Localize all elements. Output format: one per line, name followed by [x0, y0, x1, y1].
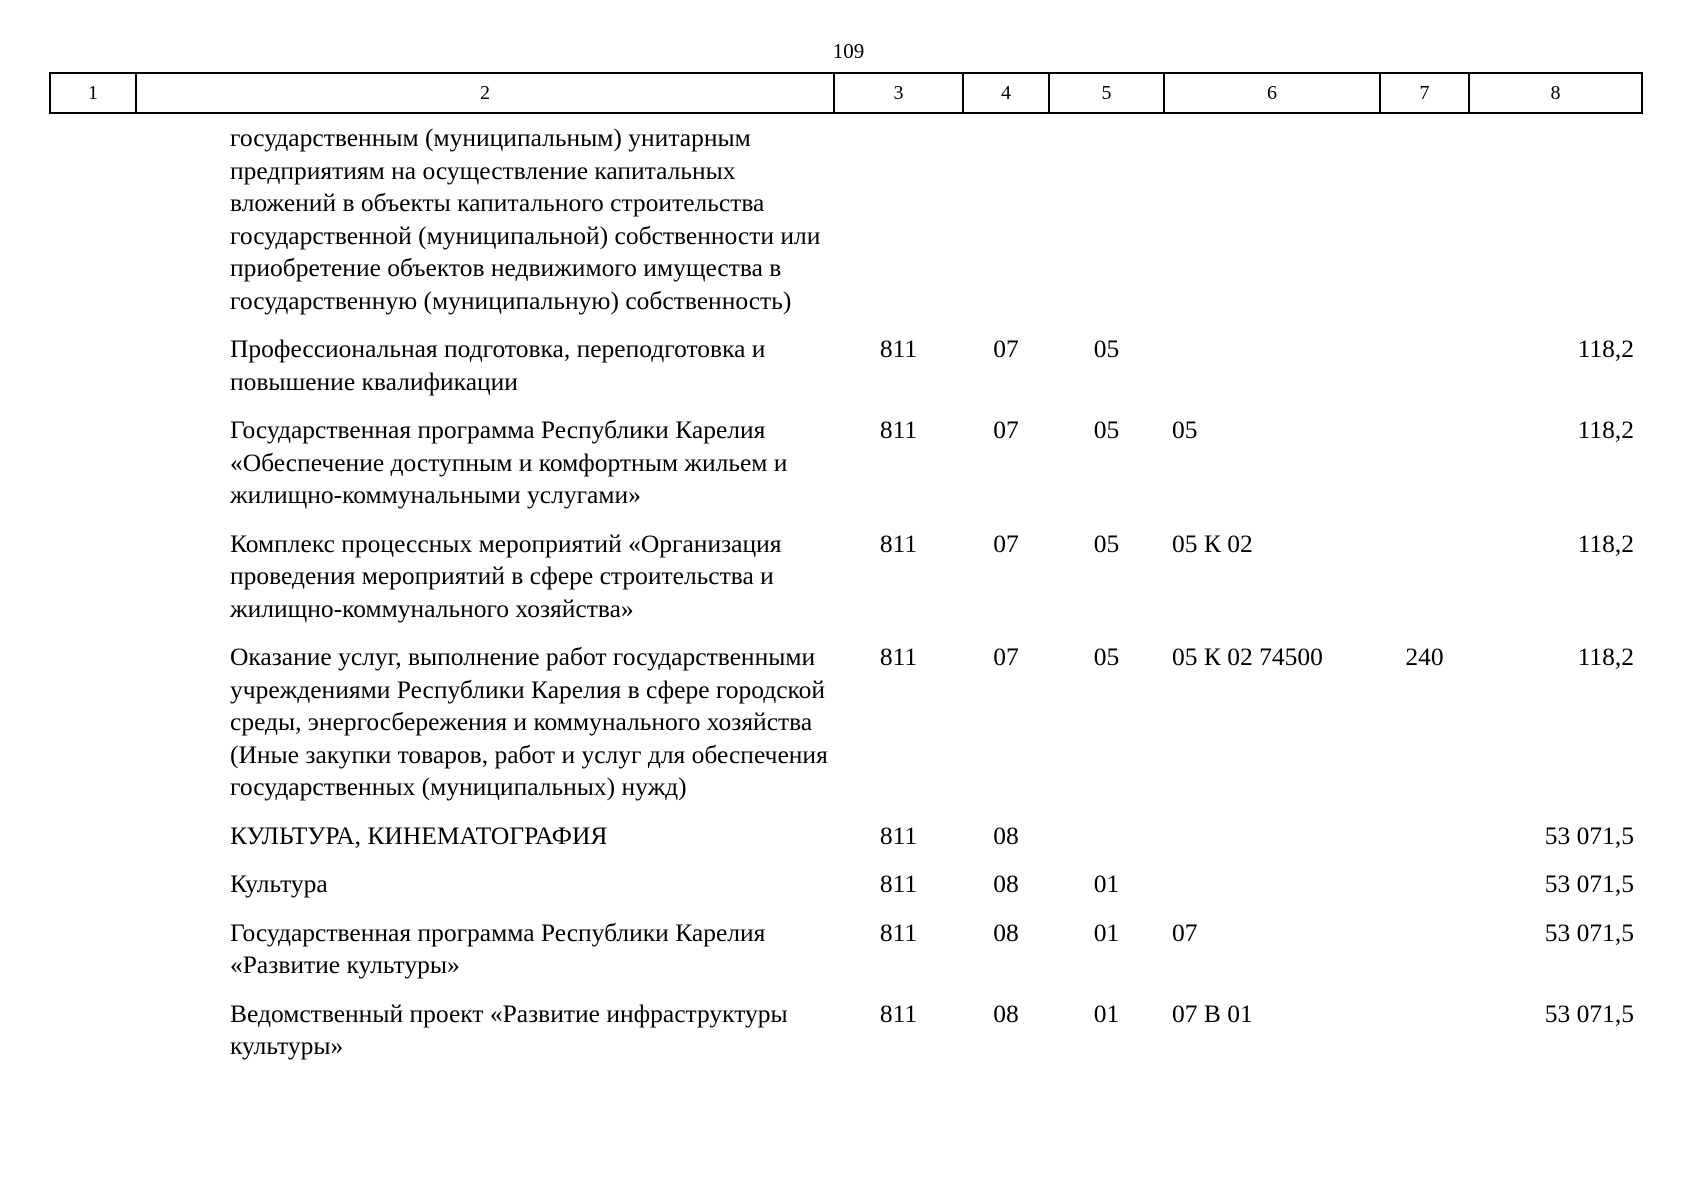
- table-row: [50, 333, 1642, 414]
- cell-target-article: 07 В 01: [1172, 998, 1253, 1028]
- cell-target-article: 05 К 02 74500: [1172, 642, 1323, 671]
- cell-name: Оказание услуг, выполнение работ государственными учреждениями Республики Карелия в сфере городской среды, энергосбережения и коммунального хозяйства (Иные закупки товаров, работ и услуг для обеспечения государственных (муниципальных) нужд): [230, 642, 828, 801]
- cell-col1: [50, 820, 136, 869]
- cell-col1: [50, 917, 136, 998]
- cell-ministry-code: 811: [879, 528, 918, 558]
- cell-ministry-code: 811: [879, 917, 918, 947]
- cell-target-article: 05 К 02: [1172, 528, 1253, 558]
- cell-subsection: [1049, 820, 1164, 869]
- cell-name: Профессиональная подготовка, переподготовка и повышение квалификации: [230, 334, 766, 396]
- column-header: 3: [834, 73, 963, 113]
- cell-name: Государственная программа Республики Карелия «Развитие культуры»: [230, 917, 766, 979]
- column-header: 7: [1380, 73, 1469, 113]
- cell-expense-type: [1380, 113, 1469, 333]
- cell-target-article: [1164, 868, 1380, 917]
- cell-ministry-code: [834, 113, 963, 333]
- cell-expense-type: [1380, 917, 1469, 998]
- cell-subsection: 05: [1093, 334, 1120, 363]
- table-row: [50, 414, 1642, 528]
- cell-amount: 118,2: [1577, 642, 1634, 671]
- table-row: [50, 820, 1642, 869]
- cell-section: 07: [993, 528, 1019, 558]
- table-row: [50, 528, 1642, 642]
- cell-expense-type: [1380, 998, 1469, 1079]
- column-header: 8: [1469, 73, 1642, 113]
- column-header: 2: [136, 73, 834, 113]
- cell-col1: [50, 333, 136, 414]
- table-row: [50, 641, 1642, 820]
- cell-section: 08: [993, 998, 1019, 1028]
- cell-name: Культура: [230, 869, 328, 898]
- cell-amount: 53 071,5: [1544, 869, 1634, 898]
- cell-col1: [50, 868, 136, 917]
- cell-amount: 53 071,5: [1544, 820, 1634, 850]
- cell-ministry-code: 811: [879, 820, 918, 850]
- table-header: [50, 73, 1642, 113]
- cell-subsection: 01: [1093, 998, 1120, 1028]
- cell-amount: 118,2: [1577, 415, 1634, 444]
- cell-col1: [50, 641, 136, 820]
- cell-name: государственным (муниципальным) унитарным предприятиям на осуществление капитальных вложений в объекты капитального строительства государственной (муниципальной) собственности или приобретение объектов недвижимого имущества в государственную (муниципальную) собственность): [230, 123, 821, 315]
- cell-ministry-code: 811: [879, 642, 918, 671]
- column-header: 1: [50, 73, 136, 113]
- cell-amount: 118,2: [1577, 334, 1634, 363]
- cell-name: Комплекс процессных мероприятий «Организация проведения мероприятий в сфере строительства и жилищно-коммунального хозяйства»: [230, 528, 782, 623]
- cell-expense-type: [1380, 820, 1469, 869]
- cell-col1: [50, 528, 136, 642]
- cell-subsection: 01: [1093, 917, 1120, 947]
- cell-ministry-code: 811: [879, 998, 918, 1028]
- cell-col1: [50, 414, 136, 528]
- cell-target-article: 05: [1172, 415, 1198, 444]
- cell-amount: [1469, 113, 1642, 333]
- cell-col1: [50, 998, 136, 1079]
- budget-table: [49, 72, 1643, 1079]
- cell-ministry-code: 811: [879, 334, 918, 363]
- cell-ministry-code: 811: [879, 415, 918, 444]
- cell-target-article: [1164, 333, 1380, 414]
- table-row: [50, 917, 1642, 998]
- page-number: 109: [832, 39, 865, 63]
- cell-section: 07: [993, 415, 1019, 444]
- cell-subsection: 01: [1093, 869, 1120, 898]
- cell-expense-type: [1380, 868, 1469, 917]
- cell-section: 08: [993, 869, 1019, 898]
- cell-target-article: 07: [1172, 917, 1198, 947]
- cell-target-article: [1164, 113, 1380, 333]
- cell-subsection: 05: [1093, 528, 1120, 558]
- column-header: 6: [1164, 73, 1380, 113]
- cell-amount: 53 071,5: [1544, 998, 1634, 1028]
- cell-expense-type: [1380, 333, 1469, 414]
- cell-section: 07: [993, 642, 1019, 671]
- cell-name: КУЛЬТУРА, КИНЕМАТОГРАФИЯ: [230, 820, 608, 850]
- column-header: 4: [963, 73, 1049, 113]
- cell-section: 08: [993, 820, 1019, 850]
- cell-name: Ведомственный проект «Развитие инфраструктуры культуры»: [230, 998, 788, 1060]
- cell-expense-type: [1380, 414, 1469, 528]
- table-row: [50, 998, 1642, 1079]
- cell-amount: 53 071,5: [1544, 917, 1634, 947]
- cell-section: 08: [993, 917, 1019, 947]
- cell-subsection: [1049, 113, 1164, 333]
- table-row: [50, 113, 1642, 333]
- table-body: [50, 113, 1642, 1079]
- cell-ministry-code: 811: [879, 869, 918, 898]
- cell-expense-type: 240: [1405, 642, 1444, 671]
- table-row: [50, 868, 1642, 917]
- cell-section: 07: [993, 334, 1019, 363]
- cell-expense-type: [1380, 528, 1469, 642]
- cell-target-article: [1164, 820, 1380, 869]
- cell-col1: [50, 113, 136, 333]
- cell-subsection: 05: [1093, 642, 1120, 671]
- cell-amount: 118,2: [1577, 528, 1634, 558]
- cell-subsection: 05: [1093, 415, 1120, 444]
- cell-section: [963, 113, 1049, 333]
- cell-name: Государственная программа Республики Карелия «Обеспечение доступным и комфортным жильем и жилищно-коммунальными услугами»: [230, 415, 788, 509]
- column-header: 5: [1049, 73, 1164, 113]
- header-row: [50, 73, 1642, 113]
